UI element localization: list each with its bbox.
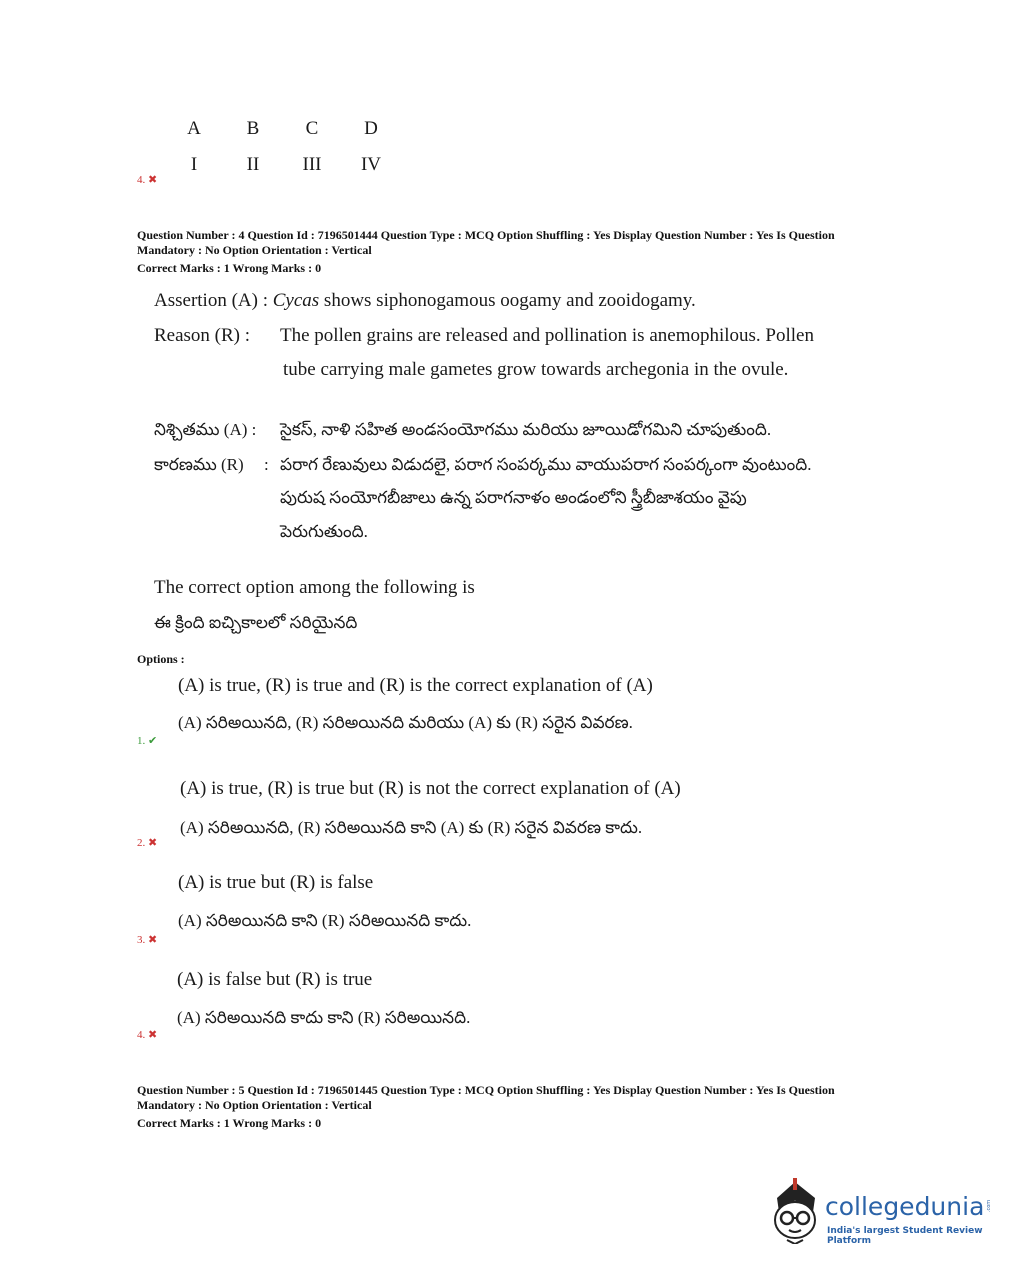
- meta-line: Mandatory : No Option Orientation : Vertical: [137, 1098, 372, 1112]
- brand-tagline: India's largest Student Review Platform: [827, 1226, 983, 1246]
- grid-value-ii: II: [246, 154, 260, 175]
- brand-domain: .com: [986, 1199, 993, 1213]
- question-5-meta: [137, 1083, 897, 1131]
- reason-label: Reason (R) :: [154, 325, 251, 346]
- grid-header-b: B: [246, 118, 260, 139]
- grid-header-c: C: [305, 118, 319, 139]
- meta-line: Question Number : 4 Question Id : 7196501444 Question Type : MCQ Option Shuffling : Yes Display Question Number : Yes Is Question: [137, 228, 835, 242]
- wrong-icon: ✖: [148, 174, 158, 186]
- option-number: 3.: [137, 934, 146, 946]
- assertion-italic: Cycas: [272, 290, 320, 311]
- assertion-label: Assertion (A) :: [154, 290, 268, 311]
- wrong-icon: ✖: [148, 1029, 158, 1041]
- option-4-te: (A) సరిఅయినది కాదు కాని (R) సరిఅయినది.: [177, 1008, 471, 1027]
- meta-line: Question Number : 5 Question Id : 7196501445 Question Type : MCQ Option Shuffling : Yes Display Question Number : Yes Is Question: [137, 1083, 835, 1097]
- option-number: 4.: [137, 174, 146, 186]
- option-3-en: (A) is true but (R) is false: [178, 872, 374, 893]
- option-2-te: (A) సరిఅయినది, (R) సరిఅయినది కాని (A) కు (R) సరైన వివరణ కాదు.: [180, 818, 643, 837]
- reason-line-2: tube carrying male gametes grow towards archegonia in the ovule.: [283, 359, 789, 380]
- option-3-te: (A) సరిఅయినది కాని (R) సరిఅయినది కాదు.: [178, 911, 472, 930]
- prompt-en: The correct option among the following is: [154, 577, 475, 598]
- meta-line: Mandatory : No Option Orientation : Vertical: [137, 243, 372, 257]
- option-1-te: (A) సరిఅయినది, (R) సరిఅయినది మరియు (A) కు (R) సరైన వివరణ.: [178, 713, 633, 732]
- meta-line: Correct Marks : 1 Wrong Marks : 0: [137, 1116, 322, 1130]
- reason-te-line-2: పురుష సంయోగబీజాలు ఉన్న పరాగనాళం అండంలోని స్త్రీబీజాశయం వైపు: [280, 488, 747, 507]
- reason-te-line-3: పెరుగుతుంది.: [280, 522, 368, 541]
- reason-line-1: The pollen grains are released and pollination is anemophilous. Pollen: [280, 325, 814, 346]
- meta-line: Correct Marks : 1 Wrong Marks : 0: [137, 261, 322, 275]
- option-number: 2.: [137, 837, 146, 849]
- option-4-en: (A) is false but (R) is true: [177, 969, 373, 990]
- reason-te-line-1: పరాగ రేణువులు విడుదలై, పరాగ సంపర్కము వాయుపరాగ సంపర్కంగా వుంటుంది.: [280, 455, 812, 474]
- prompt-te: ఈ క్రింది ఐచ్చికాలలో సరియైనది: [154, 613, 358, 632]
- option-2-en: (A) is true, (R) is true but (R) is not the correct explanation of (A): [180, 778, 681, 799]
- grid-header-a: A: [187, 118, 201, 139]
- assertion-te-text: సైకస్, నాళి సహిత అండసంయోగము మరియు జూయిడోగమిని చూపుతుంది.: [280, 420, 772, 439]
- prev-option-marker: [137, 173, 157, 186]
- question-4-meta: [137, 228, 897, 276]
- assertion-te-label: నిశ్చితము (A) :: [154, 420, 257, 439]
- reason-te-colon: :: [264, 455, 269, 474]
- brand-name: collegedunia: [825, 1192, 985, 1221]
- option-number: 4.: [137, 1029, 146, 1041]
- option-number: 1.: [137, 735, 146, 747]
- grid-header-d: D: [364, 118, 378, 139]
- assertion-en: [154, 290, 696, 312]
- wrong-icon: ✖: [148, 934, 158, 946]
- option-4-marker: [137, 1028, 157, 1041]
- collegedunia-watermark: [765, 1176, 995, 1251]
- grid-value-iii: III: [302, 154, 322, 175]
- assertion-text: shows siphonogamous oogamy and zooidogamy.: [323, 290, 696, 311]
- option-1-marker: [137, 734, 157, 747]
- grid-value-i: I: [190, 154, 198, 175]
- grid-value-iv: IV: [360, 154, 382, 175]
- reason-te-label: కారణము (R): [154, 455, 244, 474]
- mascot-icon: [765, 1178, 825, 1244]
- option-1-en: (A) is true, (R) is true and (R) is the correct explanation of (A): [178, 675, 653, 696]
- check-icon: ✔: [148, 735, 158, 747]
- options-label: Options :: [137, 652, 185, 666]
- wrong-icon: ✖: [148, 837, 158, 849]
- option-3-marker: [137, 933, 157, 946]
- option-2-marker: [137, 836, 157, 849]
